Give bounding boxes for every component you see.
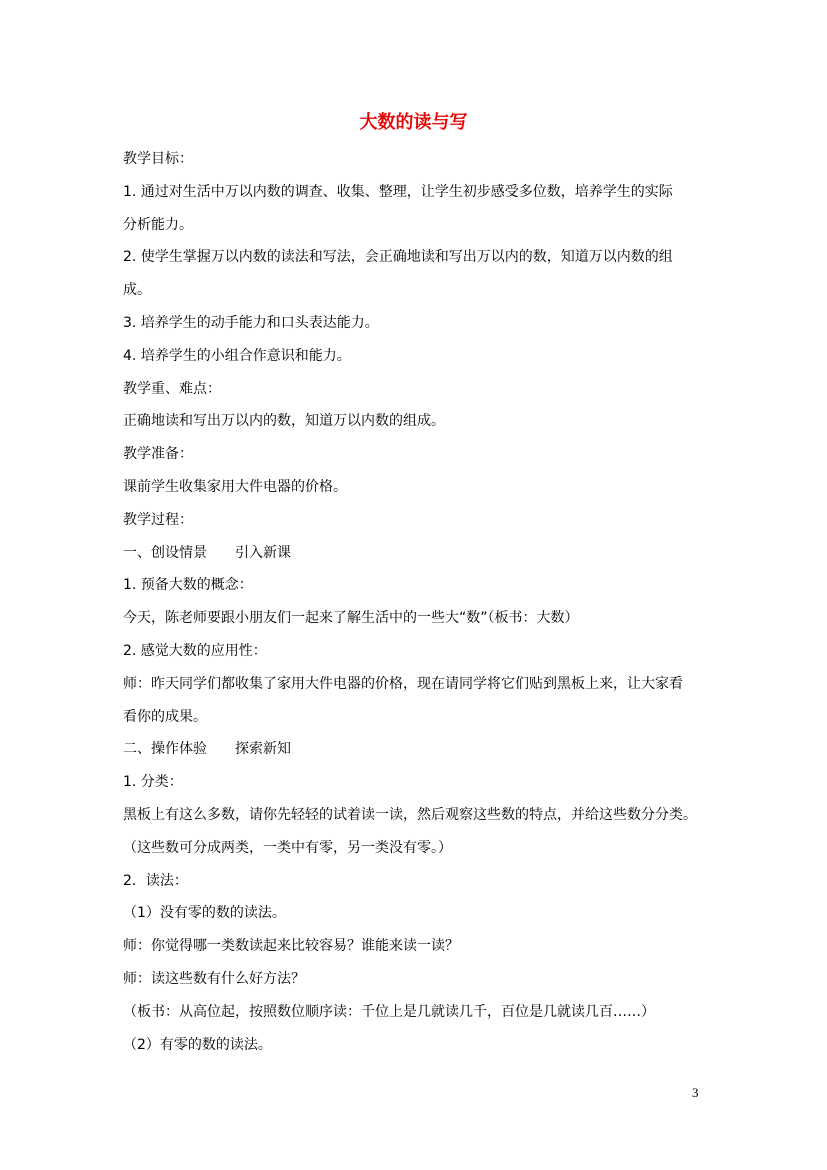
- paragraph-line: 师：昨天同学们都收集了家用大件电器的价格，现在请同学将它们贴到黑板上来，让大家看: [123, 675, 683, 692]
- paragraph-line: 2. 使学生掌握万以内数的读法和写法，会正确地读和写出万以内的数，知道万以内数的组: [123, 249, 673, 266]
- paragraph-line: 师：读这些数有什么好方法？: [123, 970, 305, 987]
- paragraph-line: （1）没有零的数的读法。: [123, 905, 286, 922]
- paragraph-line: 1. 分类：: [123, 774, 183, 791]
- page-number: 3: [692, 1085, 699, 1100]
- paragraph-line: 2. 感觉大数的应用性：: [123, 642, 267, 659]
- paragraph-line: 2．读法：: [123, 872, 188, 889]
- paragraph-line: （板书：从高位起，按照数位顺序读：千位上是几就读几千，百位是几就读几百……）: [123, 1003, 655, 1020]
- paragraph-line: 师：你觉得哪一类数读起来比较容易？谁能来读一读？: [123, 938, 459, 955]
- paragraph-line: 分析能力。: [123, 216, 193, 233]
- paragraph-line: 黑板上有这么多数，请你先轻轻的试着读一读，然后观察这些数的特点，并给这些数分分类。: [123, 806, 697, 823]
- paragraph-line: 正确地读和写出万以内的数，知道万以内数的组成。: [123, 413, 445, 430]
- paragraph-line: 1. 通过对生活中万以内数的调查、收集、整理，让学生初步感受多位数，培养学生的实际: [123, 183, 673, 200]
- document-body: [123, 148, 713, 1066]
- paragraph-line: 看你的成果。: [123, 708, 207, 725]
- paragraph-line: （这些数可分成两类，一类中有零，另一类没有零。）: [123, 839, 452, 856]
- section-heading-objectives: 教学目标：: [123, 151, 193, 167]
- section-heading-key-points: 教学重、难点：: [123, 380, 221, 397]
- paragraph-line: 4. 培养学生的小组合作意识和能力。: [123, 347, 351, 364]
- paragraph-line: 成。: [123, 282, 151, 299]
- section-heading-process: 教学过程：: [123, 511, 193, 528]
- subsection-heading: 一、创设情景 引入新课: [123, 544, 291, 561]
- section-heading-preparation: 教学准备：: [123, 446, 193, 463]
- paragraph-line: 3. 培养学生的动手能力和口头表达能力。: [123, 314, 379, 331]
- paragraph-line: （2）有零的数的读法。: [123, 1036, 272, 1053]
- paragraph-line: 课前学生收集家用大件电器的价格。: [123, 478, 347, 495]
- paragraph-line: 1. 预备大数的概念：: [123, 577, 253, 594]
- paragraph-line: 今天，陈老师要跟小朋友们一起来了解生活中的一些大“数”（板书：大数）: [123, 610, 579, 627]
- subsection-heading: 二、操作体验 探索新知: [123, 741, 291, 758]
- document-title: 大数的读与写: [359, 112, 468, 133]
